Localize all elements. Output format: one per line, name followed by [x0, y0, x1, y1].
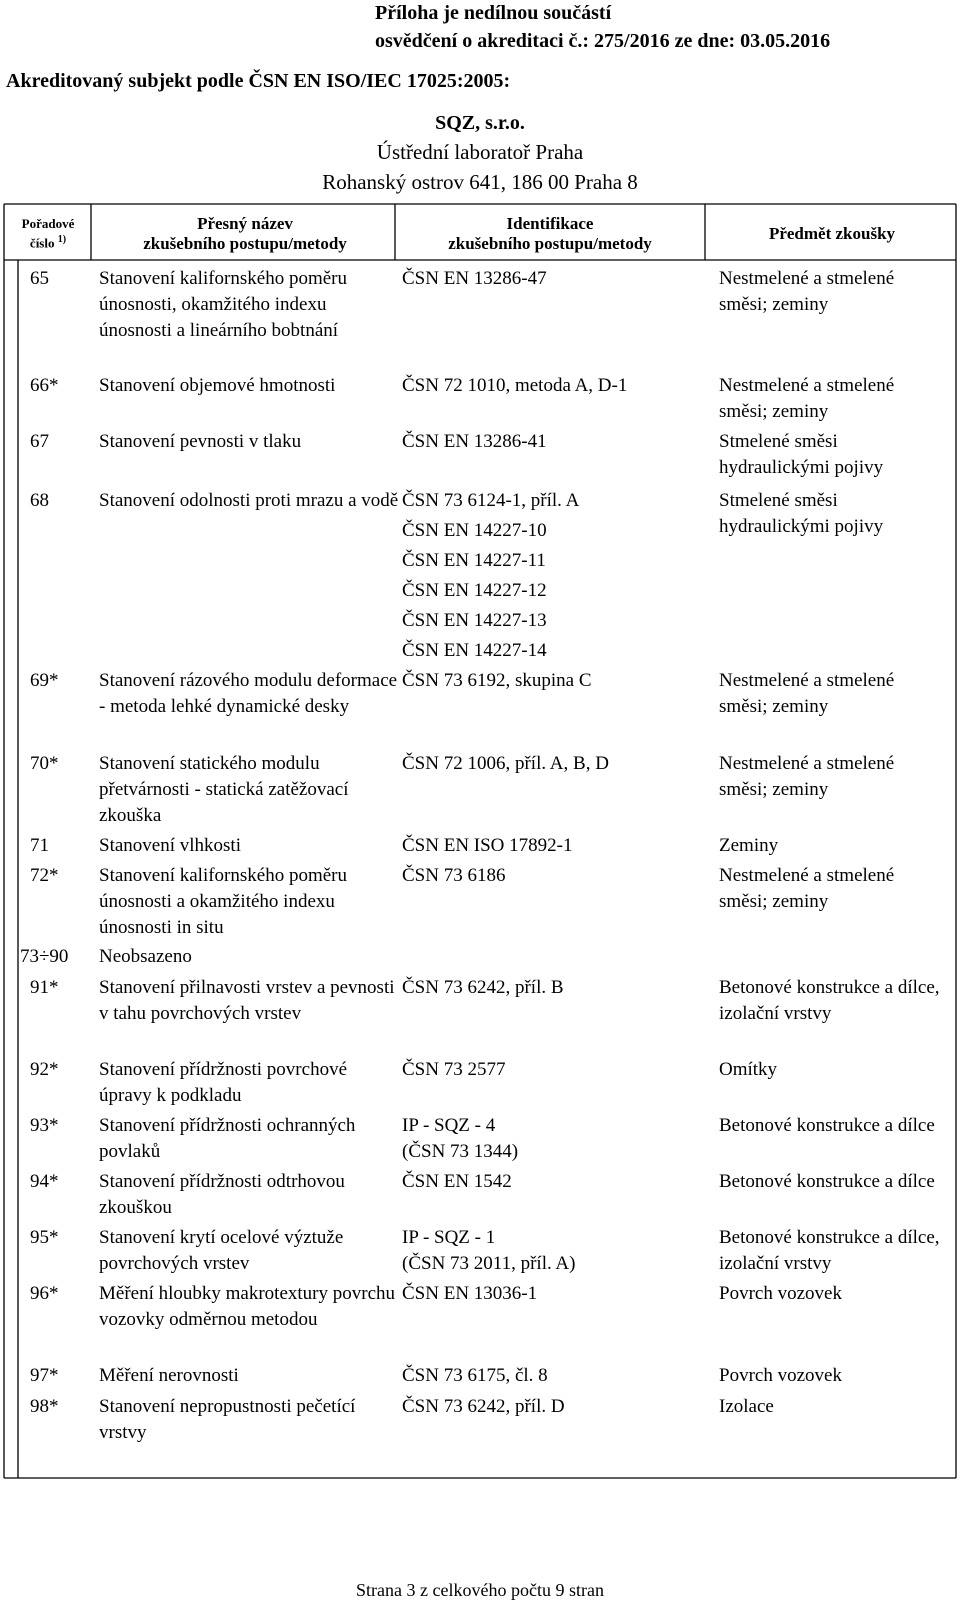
- row-number: 98*: [30, 1396, 59, 1417]
- row-number: 91*: [30, 977, 59, 998]
- method-identification: ČSN EN 13036-1: [402, 1283, 538, 1304]
- method-identification: ČSN EN 14227-13: [402, 610, 547, 631]
- method-identification: IP - SQZ - 4: [402, 1115, 496, 1136]
- method-identification: ČSN EN 14227-10: [402, 520, 547, 541]
- method-identification: ČSN 73 6242, příl. B: [402, 977, 564, 998]
- test-subject: Betonové konstrukce a dílce, izolační vrstvy: [719, 977, 940, 1024]
- organization-name: SQZ, s.r.o.: [435, 112, 525, 134]
- method-identification: ČSN EN 13286-47: [402, 268, 547, 289]
- method-name: Stanovení pevnosti v tlaku: [99, 431, 302, 452]
- accreditation-reference: osvědčení o akreditaci č.: 275/2016 ze dne: 03.05.2016: [375, 30, 831, 52]
- method-identification: IP - SQZ - 1: [402, 1227, 496, 1248]
- method-identification: ČSN EN 1542: [402, 1171, 512, 1192]
- method-identification: ČSN 73 6124-1, příl. A: [402, 490, 580, 511]
- method-identification: ČSN 73 2577: [402, 1059, 506, 1080]
- method-identification-list: [402, 488, 579, 664]
- method-name: Měření hloubky makrotextury povrchu vozovky odměrnou metodou: [99, 1283, 396, 1330]
- method-identification: ČSN 73 6242, příl. D: [402, 1396, 565, 1417]
- annex-note: Příloha je nedílnou součástí: [375, 2, 612, 24]
- test-subject: Povrch vozovek: [719, 1283, 842, 1304]
- row-number: 67: [30, 431, 49, 452]
- test-subject: Stmelené směsi hydraulickými pojivy: [719, 431, 884, 478]
- test-subject: Nestmelené a stmelené směsi; zeminy: [719, 375, 895, 422]
- test-subject: Stmelené směsi hydraulickými pojivy: [719, 490, 884, 537]
- method-identification: ČSN EN 14227-14: [402, 640, 547, 661]
- method-name: Stanovení kalifornského poměru únosnosti, okamžitého indexu únosnosti a lineárního bobtnání: [99, 268, 348, 341]
- method-name: Neobsazeno: [99, 946, 192, 967]
- method-identification: ČSN EN 14227-11: [402, 550, 546, 571]
- laboratory-address: Rohanský ostrov 641, 186 00 Praha 8: [322, 170, 638, 194]
- method-name: Stanovení přídržnosti odtrhovou zkouškou: [99, 1171, 345, 1218]
- method-name: Stanovení přídržnosti ochranných povlaků: [99, 1115, 356, 1162]
- accredited-subject-label: Akreditovaný subjekt podle ČSN EN ISO/IEC 17025:2005:: [6, 70, 511, 92]
- method-identification: (ČSN 73 1344): [402, 1141, 519, 1162]
- method-name: Stanovení přilnavosti vrstev a pevnosti v tahu povrchových vrstev: [99, 977, 395, 1024]
- row-number: 71: [30, 835, 49, 856]
- method-name: Stanovení odolnosti proti mrazu a vodě: [99, 490, 399, 511]
- method-identification: ČSN 72 1006, příl. A, B, D: [402, 753, 609, 774]
- method-name: Stanovení rázového modulu deformace - metoda lehké dynamické desky: [99, 670, 398, 717]
- test-subject: Omítky: [719, 1059, 778, 1080]
- test-subject: Betonové konstrukce a dílce: [719, 1171, 935, 1192]
- method-identification: ČSN 72 1010, metoda A, D-1: [402, 375, 628, 396]
- method-identification: ČSN EN ISO 17892-1: [402, 835, 573, 856]
- method-identification: ČSN EN 14227-12: [402, 580, 547, 601]
- test-subject: Nestmelené a stmelené směsi; zeminy: [719, 670, 895, 717]
- test-subject: Zeminy: [719, 835, 779, 856]
- method-name: Stanovení statického modulu přetvárnosti - statická zatěžovací zkouška: [99, 753, 349, 826]
- method-name: Stanovení nepropustnosti pečetící vrstvy: [99, 1396, 356, 1443]
- method-identification-list: [402, 1113, 518, 1165]
- row-number: 66*: [30, 375, 59, 396]
- row-number: 72*: [30, 865, 59, 886]
- laboratory-name: Ústřední laboratoř Praha: [376, 140, 584, 164]
- header-order-number: Pořadové číslo $^{1)}$: [21, 216, 75, 251]
- row-number: 92*: [30, 1059, 59, 1080]
- method-name: Stanovení kalifornského poměru únosnosti a okamžitého indexu únosnosti in situ: [99, 865, 348, 938]
- test-subject: Betonové konstrukce a dílce: [719, 1115, 935, 1136]
- header-method-identification: Identifikace zkušebního postupu/metody: [448, 214, 652, 253]
- row-number: 70*: [30, 753, 59, 774]
- method-identification-list: [402, 1225, 575, 1277]
- method-identification: ČSN EN 13286-41: [402, 431, 547, 452]
- test-subject: Nestmelené a stmelené směsi; zeminy: [719, 268, 895, 315]
- row-number: 69*: [30, 670, 59, 691]
- method-name: Stanovení vlhkosti: [99, 835, 241, 856]
- row-number: 94*: [30, 1171, 59, 1192]
- method-name: Stanovení objemové hmotnosti: [99, 375, 336, 396]
- row-number: 97*: [30, 1365, 59, 1386]
- method-identification: ČSN 73 6175, čl. 8: [402, 1365, 548, 1386]
- method-name: Stanovení krytí ocelové výztuže povrchových vrstev: [99, 1227, 344, 1274]
- test-subject: Povrch vozovek: [719, 1365, 842, 1386]
- test-subject: Nestmelené a stmelené směsi; zeminy: [719, 753, 895, 800]
- test-subject: Izolace: [719, 1396, 774, 1417]
- header-test-subject: Předmět zkoušky: [768, 224, 896, 243]
- method-identification: ČSN 73 6192, skupina C: [402, 670, 592, 691]
- method-identification: ČSN 73 6186: [402, 865, 506, 886]
- row-number: 93*: [30, 1115, 59, 1136]
- header-method-name: Přesný název zkušebního postupu/metody: [143, 214, 347, 253]
- row-number: 65: [30, 268, 49, 289]
- row-number: 73÷90: [20, 946, 69, 967]
- test-subject: Nestmelené a stmelené směsi; zeminy: [719, 865, 895, 912]
- test-subject: Betonové konstrukce a dílce, izolační vrstvy: [719, 1227, 940, 1274]
- page-counter: Strana 3 z celkového počtu 9 stran: [356, 1580, 604, 1600]
- method-identification: (ČSN 73 2011, příl. A): [402, 1253, 576, 1274]
- method-name: Měření nerovnosti: [99, 1365, 239, 1386]
- row-number: 68: [30, 490, 49, 511]
- row-number: 96*: [30, 1283, 59, 1304]
- row-number: 95*: [30, 1227, 59, 1248]
- method-name: Stanovení přídržnosti povrchové úpravy k podkladu: [99, 1059, 348, 1106]
